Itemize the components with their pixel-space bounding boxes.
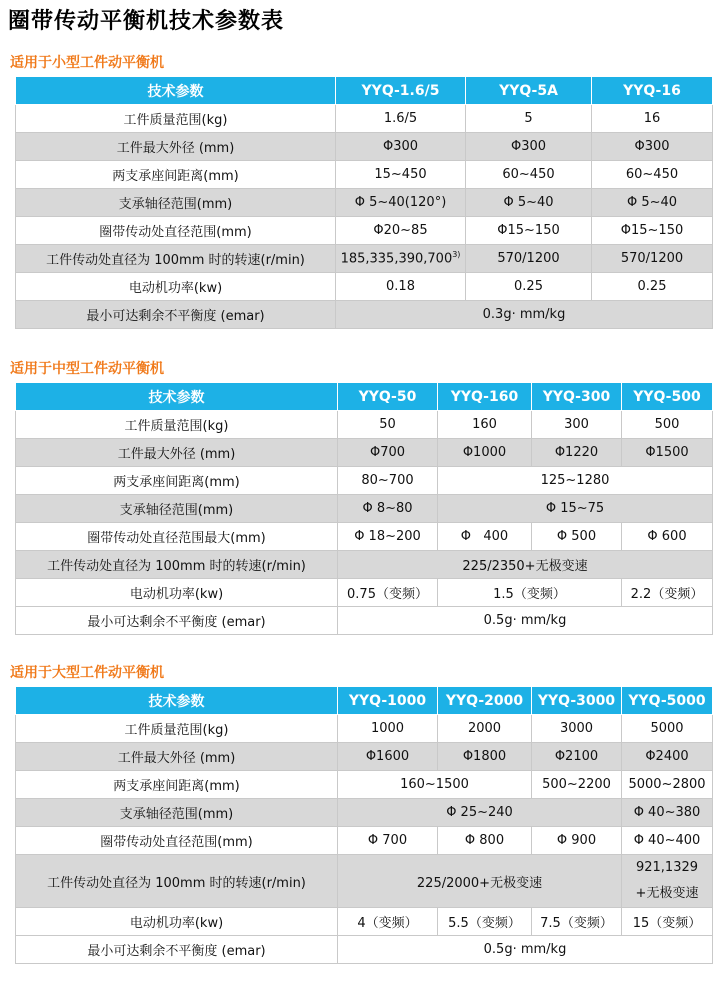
- cell-line: +无极变速: [635, 886, 699, 901]
- row-label: 最小可达剩余不平衡度 (emar): [16, 301, 336, 329]
- row-label: 圈带传动处直径范围最大(mm): [16, 523, 338, 551]
- cell: 5000~2800: [622, 771, 713, 799]
- cell: Φ 5~40: [592, 189, 713, 217]
- header-cell: YYQ-1.6/5: [336, 77, 466, 105]
- table-row: [16, 855, 713, 908]
- row-label: 电动机功率(kw): [16, 273, 336, 301]
- cell: Φ300: [466, 133, 592, 161]
- cell: 15（变频）: [622, 908, 713, 936]
- table-row: [16, 495, 713, 523]
- table-row: [16, 908, 713, 936]
- row-label: 两支承座间距离(mm): [16, 467, 338, 495]
- cell: 160: [438, 411, 532, 439]
- cell: 7.5（变频）: [532, 908, 622, 936]
- cell: 0.25: [466, 273, 592, 301]
- row-label: 最小可达剩余不平衡度 (emar): [16, 607, 338, 635]
- row-label: 工件最大外径 (mm): [16, 133, 336, 161]
- cell: Φ20~85: [336, 217, 466, 245]
- row-label: 两支承座间距离(mm): [16, 771, 338, 799]
- cell: Φ300: [592, 133, 713, 161]
- cell: 500~2200: [532, 771, 622, 799]
- cell: 80~700: [338, 467, 438, 495]
- table-row: [16, 579, 713, 607]
- header-cell: YYQ-2000: [438, 687, 532, 715]
- table-row: [16, 467, 713, 495]
- spec-table-small: [15, 76, 713, 329]
- cell: 0.18: [336, 273, 466, 301]
- cell: Φ15~150: [466, 217, 592, 245]
- header-cell: 技术参数: [16, 77, 336, 105]
- header-cell: YYQ-5000: [622, 687, 713, 715]
- row-label: 工件质量范围(kg): [16, 411, 338, 439]
- cell: Φ1500: [622, 439, 713, 467]
- table-row: [16, 936, 713, 964]
- merged-cell: 0.3g· mm/kg: [336, 301, 713, 329]
- cell: Φ 8~80: [338, 495, 438, 523]
- cell: Φ2400: [622, 743, 713, 771]
- table-row: [16, 799, 713, 827]
- section-title-medium: 适用于中型工件动平衡机: [10, 361, 164, 377]
- header-cell: 技术参数: [16, 383, 338, 411]
- cell: Φ 700: [338, 827, 438, 855]
- table-row: [16, 715, 713, 743]
- cell: 1000: [338, 715, 438, 743]
- cell: 0.75（变频）: [338, 579, 438, 607]
- cell: Φ1220: [532, 439, 622, 467]
- page-title: 圈带传动平衡机技术参数表: [8, 9, 285, 34]
- row-label: 工件最大外径 (mm): [16, 439, 338, 467]
- table-row: [16, 133, 713, 161]
- merged-cell: 1.5（变频）: [438, 579, 622, 607]
- table-row: [16, 411, 713, 439]
- table-row: [16, 771, 713, 799]
- cell: Φ 800: [438, 827, 532, 855]
- merged-cell: Φ 15~75: [438, 495, 713, 523]
- merged-cell: 0.5g· mm/kg: [338, 607, 713, 635]
- cell: 0.25: [592, 273, 713, 301]
- table-row: [16, 551, 713, 579]
- cell: Φ700: [338, 439, 438, 467]
- header-cell: YYQ-500: [622, 383, 713, 411]
- table-row: [16, 273, 713, 301]
- cell: [622, 855, 713, 908]
- row-label: 支承轴径范围(mm): [16, 189, 336, 217]
- table-row: [16, 743, 713, 771]
- merged-cell: 225/2350+无极变速: [338, 551, 713, 579]
- header-cell: YYQ-160: [438, 383, 532, 411]
- row-label: 工件质量范围(kg): [16, 715, 338, 743]
- cell: Φ 500: [532, 523, 622, 551]
- cell: Φ1000: [438, 439, 532, 467]
- table-row: [16, 245, 713, 273]
- header-cell: YYQ-300: [532, 383, 622, 411]
- cell: Φ1800: [438, 743, 532, 771]
- cell: 300: [532, 411, 622, 439]
- cell: Φ 40~400: [622, 827, 713, 855]
- table-row: [16, 105, 713, 133]
- table-row: [16, 217, 713, 245]
- row-label: 两支承座间距离(mm): [16, 161, 336, 189]
- header-cell: YYQ-1000: [338, 687, 438, 715]
- table-row: [16, 161, 713, 189]
- table-row: [16, 827, 713, 855]
- cell: 60~450: [592, 161, 713, 189]
- row-label: 圈带传动处直径范围(mm): [16, 827, 338, 855]
- cell: 2000: [438, 715, 532, 743]
- row-label: 工件传动处直径为 100mm 时的转速(r/min): [16, 551, 338, 579]
- row-label: 工件质量范围(kg): [16, 105, 336, 133]
- cell: 570/1200: [592, 245, 713, 273]
- cell: 5: [466, 105, 592, 133]
- section-title-small: 适用于小型工件动平衡机: [10, 55, 164, 71]
- cell: 16: [592, 105, 713, 133]
- cell: 2.2（变频）: [622, 579, 713, 607]
- cell: 4（变频）: [338, 908, 438, 936]
- header-cell: 技术参数: [16, 687, 338, 715]
- cell: 5000: [622, 715, 713, 743]
- merged-cell: 0.5g· mm/kg: [338, 936, 713, 964]
- header-cell: YYQ-50: [338, 383, 438, 411]
- header-cell: YYQ-3000: [532, 687, 622, 715]
- header-cell: YYQ-5A: [466, 77, 592, 105]
- footnote-marker: 3): [452, 250, 461, 260]
- cell: 50: [338, 411, 438, 439]
- cell: 1.6/5: [336, 105, 466, 133]
- table-row: [16, 301, 713, 329]
- row-label: 最小可达剩余不平衡度 (emar): [16, 936, 338, 964]
- row-label: 圈带传动处直径范围(mm): [16, 217, 336, 245]
- cell: 5.5（变频）: [438, 908, 532, 936]
- cell: 60~450: [466, 161, 592, 189]
- cell: [336, 245, 466, 273]
- cell: 570/1200: [466, 245, 592, 273]
- cell: Φ 900: [532, 827, 622, 855]
- row-label: 支承轴径范围(mm): [16, 799, 338, 827]
- cell: Φ300: [336, 133, 466, 161]
- cell: Φ 5~40(120°): [336, 189, 466, 217]
- cell: Φ 400: [438, 523, 532, 551]
- cell: 3000: [532, 715, 622, 743]
- cell: Φ15~150: [592, 217, 713, 245]
- merged-cell: 125~1280: [438, 467, 713, 495]
- cell: 500: [622, 411, 713, 439]
- row-label: 工件传动处直径为 100mm 时的转速(r/min): [16, 245, 336, 273]
- cell: Φ 5~40: [466, 189, 592, 217]
- row-label: 工件最大外径 (mm): [16, 743, 338, 771]
- merged-cell: Φ 25~240: [338, 799, 622, 827]
- merged-cell: 160~1500: [338, 771, 532, 799]
- row-label: 工件传动处直径为 100mm 时的转速(r/min): [16, 855, 338, 908]
- table-row: [16, 439, 713, 467]
- merged-cell: 225/2000+无极变速: [338, 855, 622, 908]
- table-row: [16, 607, 713, 635]
- table-row: [16, 189, 713, 217]
- table-row: [16, 523, 713, 551]
- row-label: 电动机功率(kw): [16, 579, 338, 607]
- cell: Φ 600: [622, 523, 713, 551]
- cell-value: 185,335,390,700: [340, 251, 453, 267]
- cell: 15~450: [336, 161, 466, 189]
- header-cell: YYQ-16: [592, 77, 713, 105]
- section-title-large: 适用于大型工件动平衡机: [10, 665, 164, 681]
- spec-table-large: [15, 686, 713, 964]
- cell-line: 921,1329: [635, 860, 699, 875]
- row-label: 支承轴径范围(mm): [16, 495, 338, 523]
- cell: Φ1600: [338, 743, 438, 771]
- spec-table-medium: [15, 382, 713, 635]
- cell: Φ 40~380: [622, 799, 713, 827]
- cell: Φ 18~200: [338, 523, 438, 551]
- cell: Φ2100: [532, 743, 622, 771]
- row-label: 电动机功率(kw): [16, 908, 338, 936]
